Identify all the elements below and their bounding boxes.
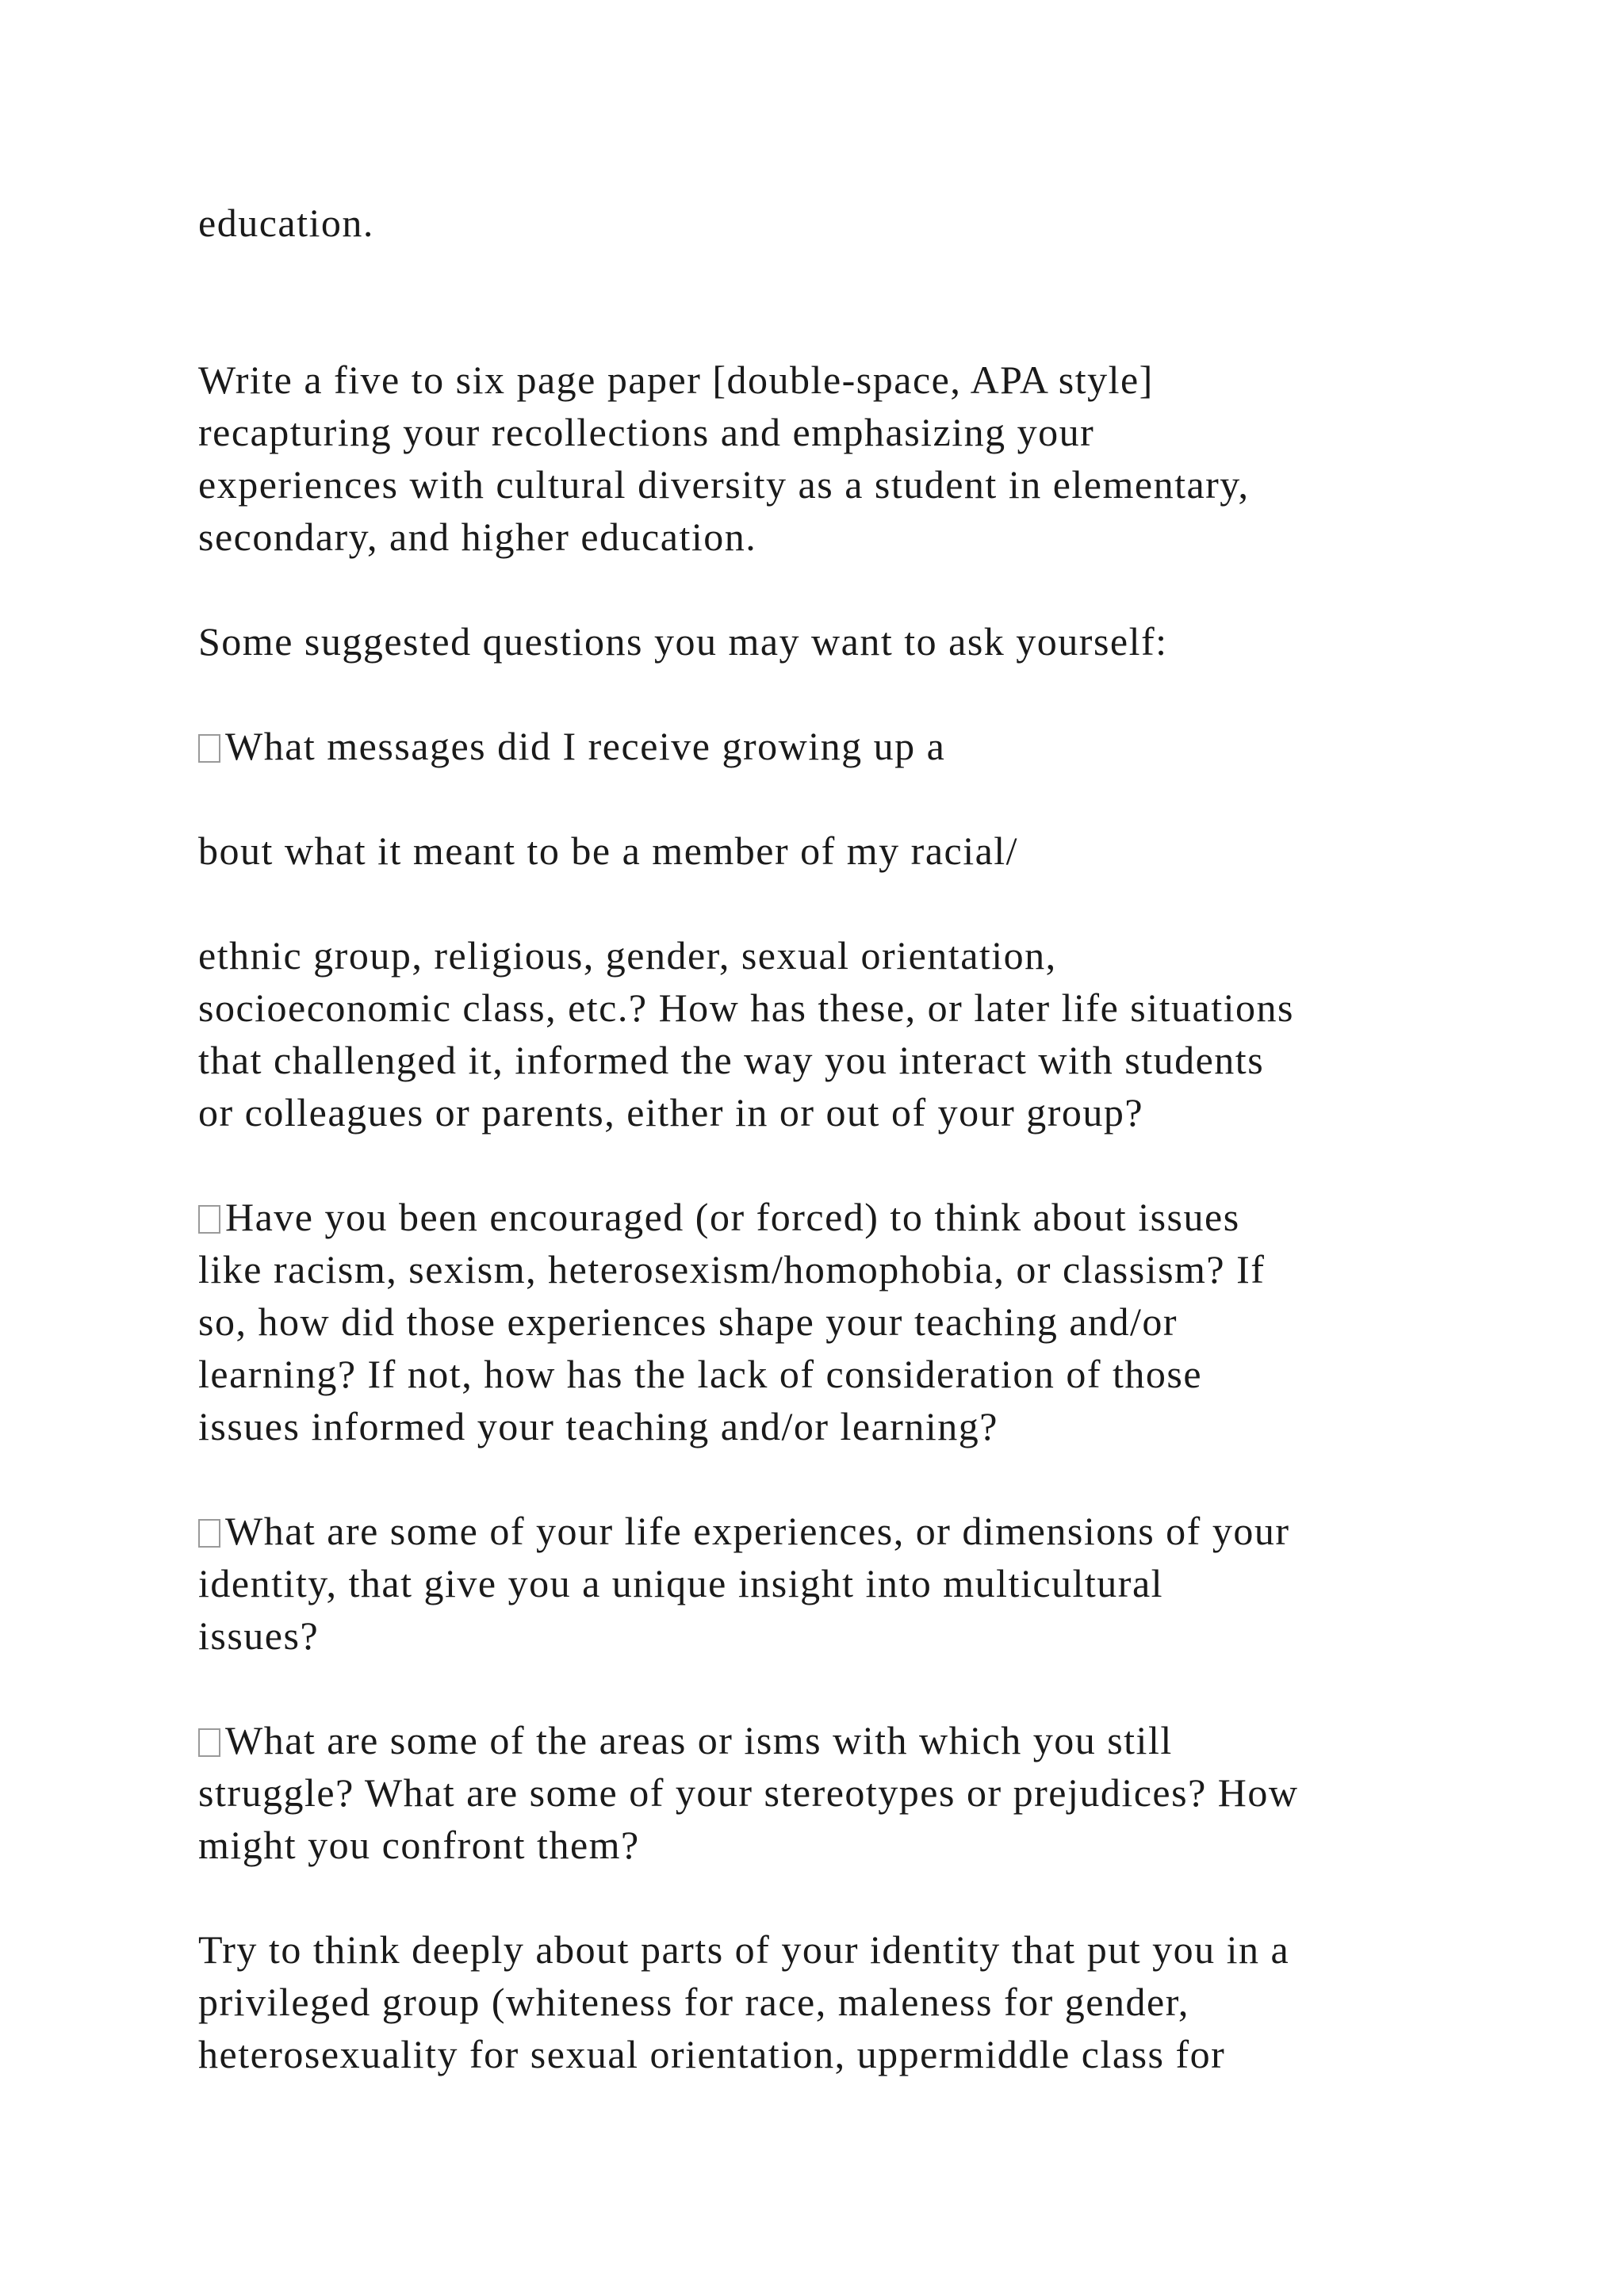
text-line: privileged group (whiteness for race, maleness for gender, <box>198 1980 1189 2024</box>
bullet-text: What are some of the areas or isms with which you still <box>225 1718 1173 1762</box>
missing-glyph-icon <box>198 1519 220 1548</box>
text-line: heterosexuality for sexual orientation, uppermiddle class for <box>198 2032 1226 2076</box>
bullet-line <box>198 1191 1240 1243</box>
text-line: recapturing your recollections and emphasizing your <box>198 410 1095 454</box>
text-line: or colleagues or parents, either in or out of your group? <box>198 1090 1144 1135</box>
bullet-text: What are some of your life experiences, or dimensions of your <box>225 1509 1290 1553</box>
text-line: ethnic group, religious, gender, sexual orientation, <box>198 933 1057 978</box>
missing-glyph-icon <box>198 1728 220 1757</box>
text-line: bout what it meant to be a member of my racial/ <box>198 828 1019 873</box>
text-line: that challenged it, informed the way you interact with students <box>198 1038 1265 1082</box>
text-line: education. <box>198 201 374 245</box>
text-line: might you confront them? <box>198 1823 640 1867</box>
missing-glyph-icon <box>198 1205 220 1234</box>
text-line: issues? <box>198 1613 320 1658</box>
bullet-line <box>198 720 945 772</box>
text-line: issues informed your teaching and/or learning? <box>198 1404 998 1448</box>
text-line: like racism, sexism, heterosexism/homophobia, or classism? If <box>198 1247 1266 1292</box>
text-line: so, how did those experiences shape your teaching and/or <box>198 1299 1178 1344</box>
bullet-line <box>198 1714 1173 1766</box>
text-line: secondary, and higher education. <box>198 515 757 559</box>
text-line: Some suggested questions you may want to ask yourself: <box>198 619 1168 664</box>
bullet-line <box>198 1505 1289 1557</box>
text-line: identity, that give you a unique insight into multicultural <box>198 1561 1164 1605</box>
bullet-text: What messages did I receive growing up a <box>225 724 946 768</box>
text-line: socioeconomic class, etc.? How has these, or later life situations <box>198 985 1294 1030</box>
bullet-text: Have you been encouraged (or forced) to think about issues <box>225 1195 1240 1239</box>
text-line: learning? If not, how has the lack of consideration of those <box>198 1352 1203 1396</box>
text-line: experiences with cultural diversity as a student in elementary, <box>198 462 1250 507</box>
text-line: Write a five to six page paper [double-space, APA style] <box>198 358 1154 402</box>
text-line: Try to think deeply about parts of your identity that put you in a <box>198 1927 1290 1972</box>
missing-glyph-icon <box>198 734 220 763</box>
text-line: struggle? What are some of your stereotypes or prejudices? How <box>198 1770 1299 1815</box>
